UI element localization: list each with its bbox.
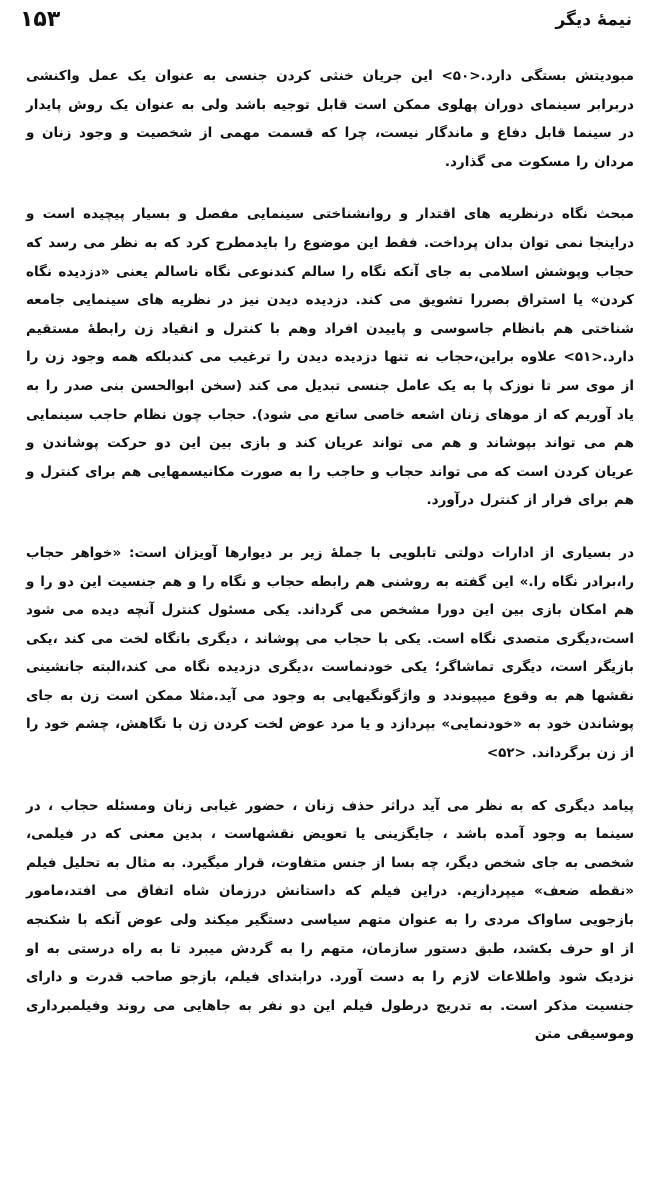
paragraph-3: در بسیاری از ادارات دولتی تابلویی با جملهٔ زیر بر دیوارها آویزان است: «خواهر حجاب را،برادر نگاه را.» این گفته به روشنی هم رابطه حجاب و نگاه را و هم جنسیت این دو را و هم امکان بازی بین این دورا مشخص می گرداند. یکی مسئول کنترل آنچه دیده می شود است،دیگری متصدی نگاه است. یکی با حجاب می پوشاند ، دیگری بانگاه لخت می کند ،یکی بازیگر است، دیگری تماشاگر؛ یکی خودنماست ،دیگری دزدیده نگاه می کند،البته جانشینی نقشها هم به وقوع میپیوندد و واژگونگیهایی به وجود می آید.مثلا ممکن است زن به جای پوشاندن خود به «خودنمایی» بپردازد و یا مرد عوض لخت کردن زن با نگاهش، چشم خود را از زن برگرداند. <۵۲> [26,544,634,762]
paragraph-4: پیامد دیگری که به نظر می آید دراثر حذف زنان ، حضور غیابی زنان ومسئله حجاب ، در سینما به وجود آمده باشد ، جایگزینی یا تعویض نقشهاست ، بدین معنی که در فیلمی، شخصی به جای شخص دیگر، چه بسا از جنس متفاوت، قرار میگیرد. به مثال به تحلیل فیلم «نقطه ضعف» میپردازیم. دراین فیلم که داستانش درزمان شاه اتفاق می افتد،مامور بازجویی ساواک مردی را به عنوان متهم سیاسی دستگیر میکند ولی عوض آنکه با شکنجه از او حرف بکشد، طبق دستور سازمان، متهم را به گردش میبرد تا به راه درستی به او نزدیک شود واطلاعات لازم را به دست آورد. درابتدای فیلم، بازجو صاحب قدرت و دارای جنسیت مذکر است. به تدریج درطول فیلم این دو نفر به جاهایی می روند وفیلمبرداری وموسیقی متن [26,797,634,1043]
paragraph-1: مبودیتش بستگی دارد.<۵۰> این جریان خنثی کردن جنسی به عنوان یک عمل واکنشی دربرابر سینمای دوران پهلوی ممکن است قابل توجیه باشد ولی به عنوان یک روش پایدار در سینما قابل دفاع و ماندگار نیست، چرا که قسمت مهمی از شخصیت و وجود زنان و مردان را مسکوت می گذارد. [26,68,634,170]
running-title: نیمهٔ دیگر [555,10,632,30]
page-header [20,6,632,42]
body-text [26,62,634,1049]
paragraph-2: مبحث نگاه درنظریه های اقتدار و روانشناختی سینمایی مفصل و بسیار پیچیده است و دراینجا نمی توان بدان پرداخت. فقط این موضوع را بایدمطرح کرد که به نظر می رسد که حجاب وپوشش اسلامی به جای آنکه نگاه را سالم کندنوعی نگاه ناسالم یعنی «دزدیده نگاه کردن» یا استراق بصررا تشویق می کند. دزدیده دیدن نیز در نظریه های سینمایی جامعه شناختی هم بانظام جاسوسی و پاییدن افراد وهم با کنترل و انقیاد زن رابطهٔ مستقیم دارد.<۵۱> علاوه براین،حجاب نه تنها دزدیده دیدن را ترغیب می کندبلکه همه وجود زن را از موی سر تا نوزک پا به یک عامل جنسی تبدیل می کند (سخن ابوالحسن بنی صدر را به یاد آوریم که از موهای زنان اشعه خاصی ساتع می شود). حجاب چون نظام حاجب سینمایی هم می تواند بپوشاند و هم می تواند عریان کند و بازی بین این دو حرکت پوشاندن و عریان کردن است که می تواند حجاب و حاجب را به صورت مکانیسمهایی هم برای کنترل و هم برای فرار از کنترل درآورد. [26,206,634,509]
page-number: ۱۵۳ [20,7,61,32]
